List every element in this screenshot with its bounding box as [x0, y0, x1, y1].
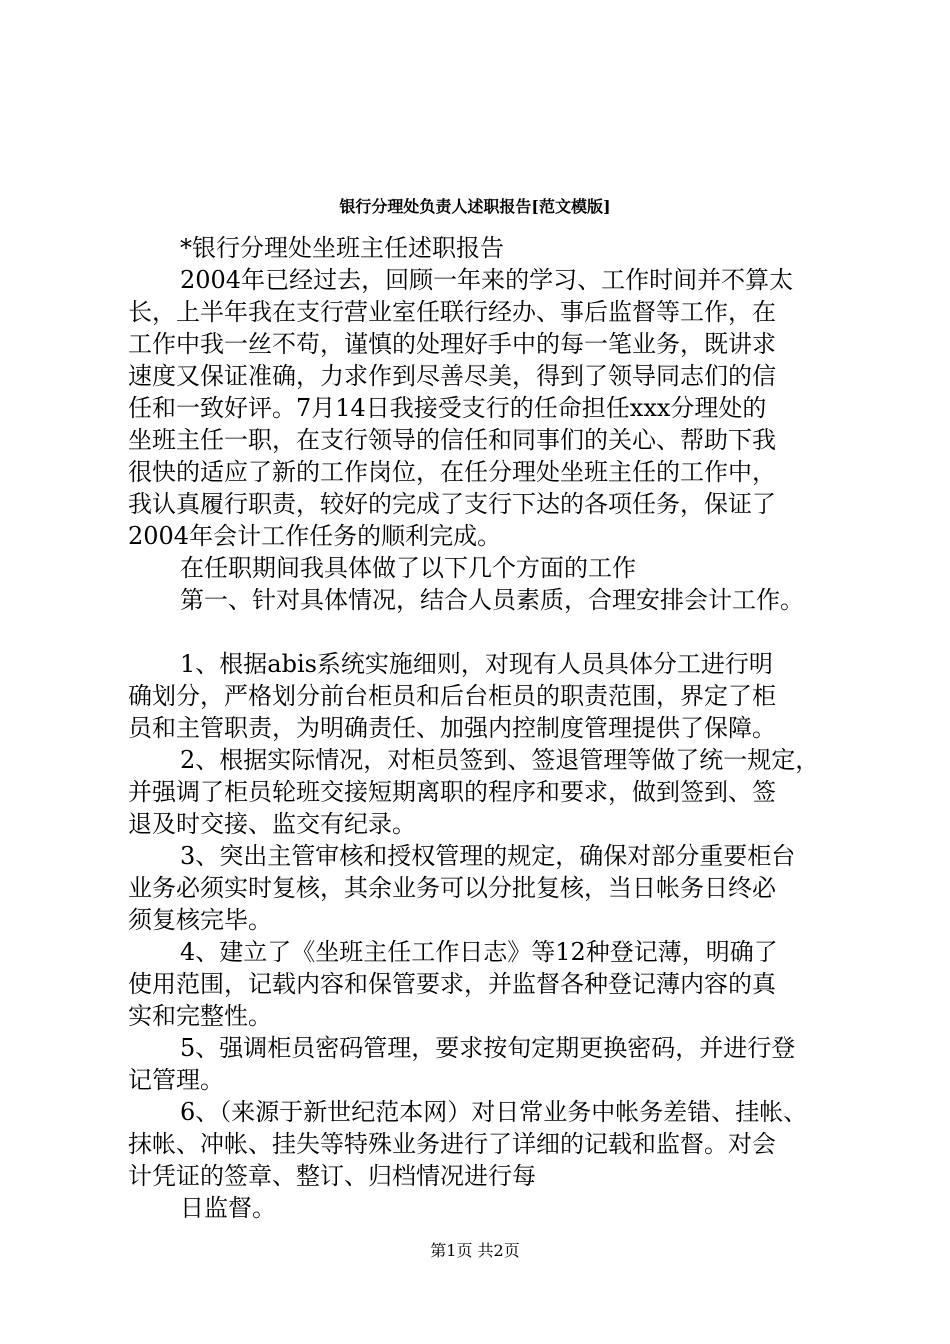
paragraph-line: 在任职期间我具体做了以下几个方面的工作	[180, 554, 636, 582]
list-item-line: 抹帐、冲帐、挂失等特殊业务进行了详细的记载和监督。对会	[128, 1130, 776, 1158]
page-number-footer: 第1页 共2页	[430, 1241, 520, 1260]
list-item-line: 日监督。	[180, 1194, 276, 1222]
list-item-line: 3、突出主管审核和授权管理的规定，确保对部分重要柜台	[180, 842, 796, 870]
paragraph-line: 2004年已经过去，回顾一年来的学习、工作时间并不算太	[180, 266, 794, 294]
list-item-line: 业务必须实时复核，其余业务可以分批复核，当日帐务日终必	[128, 874, 776, 902]
paragraph-line: 任和一致好评。7月14日我接受支行的任命担任xxx分理处的	[128, 394, 767, 422]
list-item-line: 并强调了柜员轮班交接短期离职的程序和要求，做到签到、签	[128, 778, 776, 806]
list-item-line: 退及时交接、监交有纪录。	[128, 810, 416, 838]
list-item-line: 记管理。	[128, 1066, 224, 1094]
paragraph-line: 坐班主任一职，在支行领导的信任和同事们的关心、帮助下我	[128, 426, 776, 454]
list-item-line: 实和完整性。	[128, 1002, 272, 1030]
document-title: 银行分理处负责人述职报告[范文模版]	[339, 197, 611, 216]
paragraph-line: 我认真履行职责，较好的完成了支行下达的各项任务，保证了	[128, 490, 776, 518]
section-heading: 第一、针对具体情况，结合人员素质，合理安排会计工作。	[180, 586, 804, 614]
list-item-line: 确划分，严格划分前台柜员和后台柜员的职责范围，界定了柜	[128, 682, 776, 710]
list-item-line: 4、建立了《坐班主任工作日志》等12种登记薄，明确了	[180, 938, 778, 966]
paragraph-line: 很快的适应了新的工作岗位，在任分理处坐班主任的工作中，	[128, 458, 776, 486]
list-item-line: 5、强调柜员密码管理，要求按旬定期更换密码，并进行登	[180, 1034, 796, 1062]
paragraph-line: 工作中我一丝不苟，谨慎的处理好手中的每一笔业务，既讲求	[128, 330, 776, 358]
list-item-line: 员和主管职责，为明确责任、加强内控制度管理提供了保障。	[128, 714, 776, 742]
paragraph-line: 速度又保证准确，力求作到尽善尽美，得到了领导同志们的信	[128, 362, 776, 390]
list-item-line: 计凭证的签章、整订、归档情况进行每	[128, 1162, 536, 1190]
list-item-line: 2、根据实际情况，对柜员签到、签退管理等做了统一规定，	[180, 746, 820, 774]
paragraph-line: 长，上半年我在支行营业室任联行经办、事后监督等工作，在	[128, 298, 776, 326]
paragraph-subtitle: *银行分理处坐班主任述职报告	[180, 234, 504, 262]
list-item-line: 须复核完毕。	[128, 906, 272, 934]
list-item-line: 使用范围，记载内容和保管要求，并监督各种登记薄内容的真	[128, 970, 776, 998]
list-item-line: 6、（来源于新世纪范本网）对日常业务中帐务差错、挂帐、	[180, 1098, 808, 1126]
paragraph-line: 2004年会计工作任务的顺利完成。	[128, 522, 502, 550]
list-item-line: 1、根据abis系统实施细则，对现有人员具体分工进行明	[180, 650, 773, 678]
